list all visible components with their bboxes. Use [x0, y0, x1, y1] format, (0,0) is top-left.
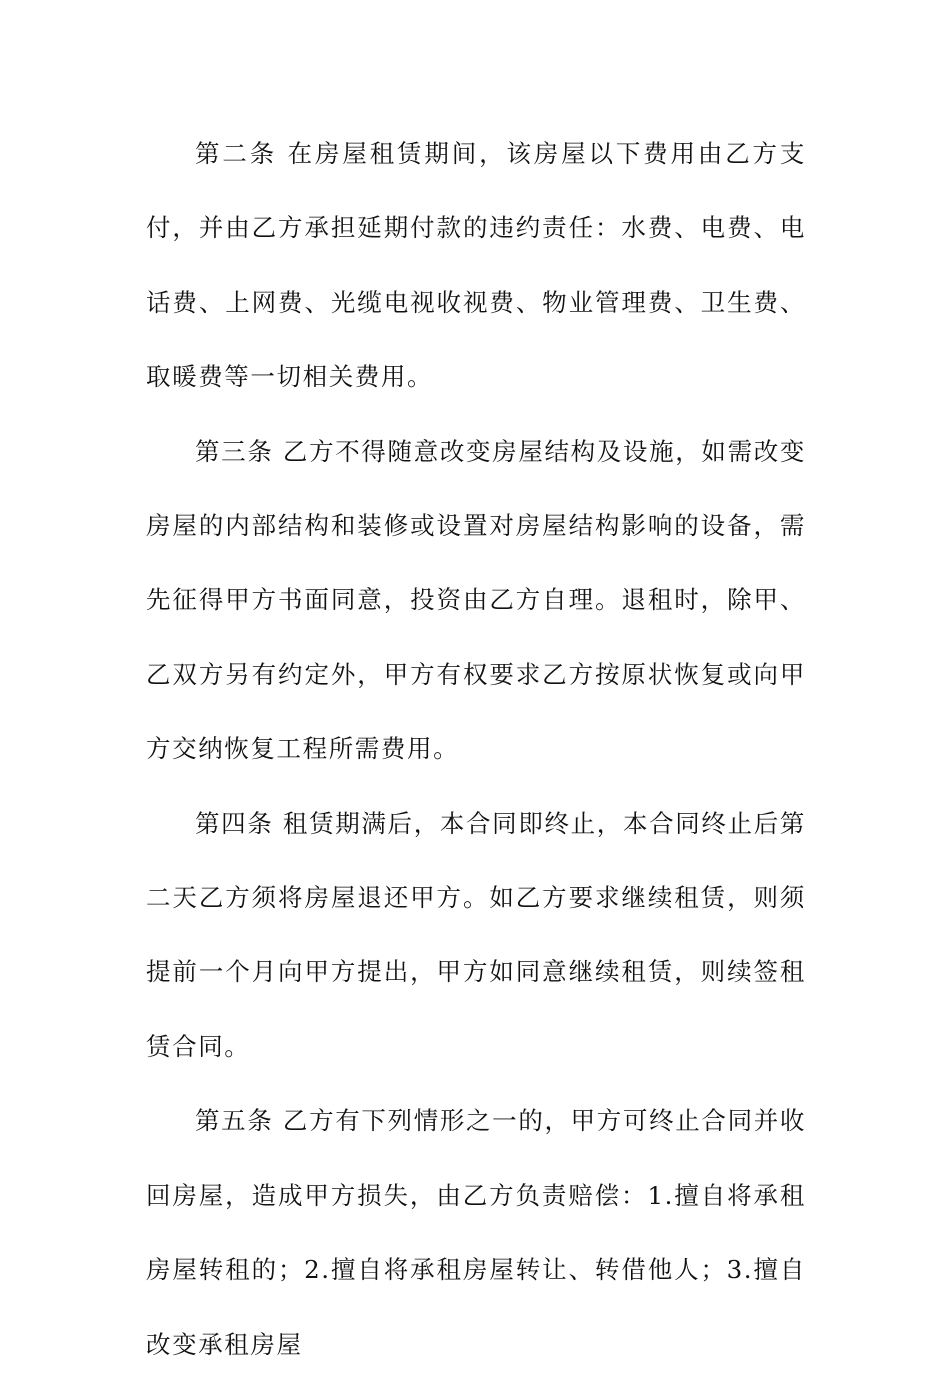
contract-body [146, 117, 806, 1382]
clause-5-paragraph: 第五条 乙方有下列情形之一的，甲方可终止合同并收回房屋，造成甲方损失，由乙方负责赔偿：1.擅自将承租房屋转租的；2.擅自将承租房屋转让、转借他人；3.擅自改变承租房屋 [146, 1106, 806, 1359]
clause-3-paragraph: 第三条 乙方不得随意改变房屋结构及设施，如需改变房屋的内部结构和装修或设置对房屋结构影响的设备，需先征得甲方书面同意，投资由乙方自理。退租时，除甲、乙双方另有约定外，甲方有权要求乙方按原状恢复或向甲方交纳恢复工程所需费用。 [146, 436, 806, 764]
clause-4-paragraph: 第四条 租赁期满后，本合同即终止，本合同终止后第二天乙方须将房屋退还甲方。如乙方要求继续租赁，则须提前一个月向甲方提出，甲方如同意继续租赁，则续签租赁合同。 [146, 808, 806, 1061]
clause-2-paragraph: 第二条 在房屋租赁期间，该房屋以下费用由乙方支付，并由乙方承担延期付款的违约责任：水费、电费、电话费、上网费、光缆电视收视费、物业管理费、卫生费、取暖费等一切相关费用。 [146, 139, 806, 392]
